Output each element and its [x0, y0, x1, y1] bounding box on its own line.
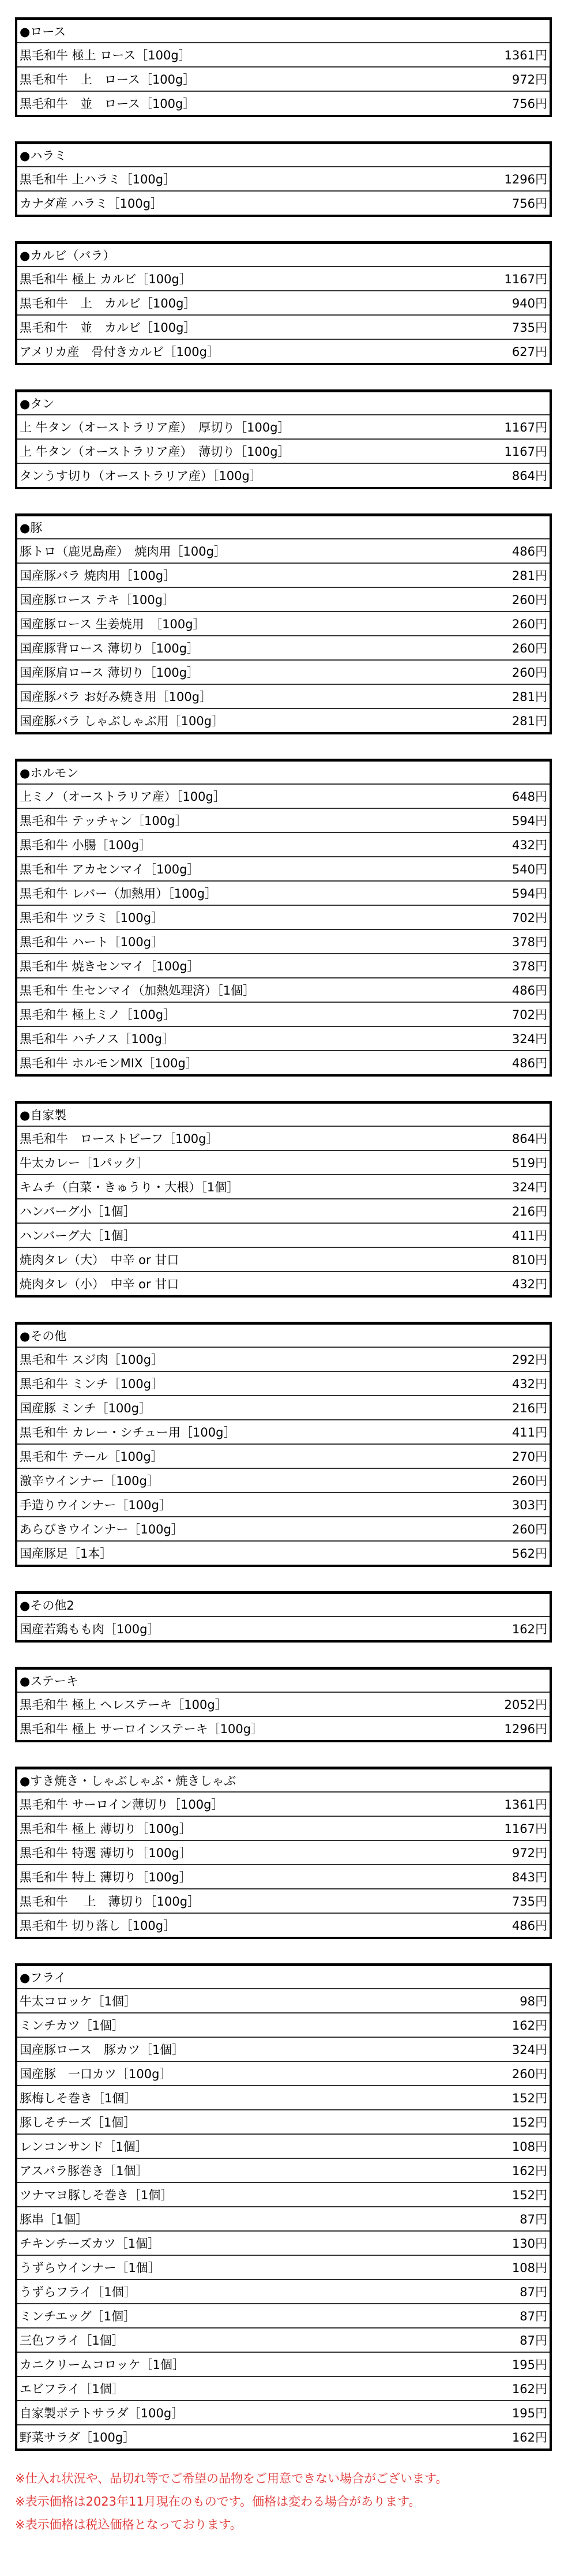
- item-price: 108円: [511, 2140, 547, 2154]
- item-name: 上 牛タン（オーストラリア産） 薄切り［100g］: [20, 445, 290, 459]
- item-price: 152円: [511, 2116, 547, 2129]
- menu-row: [17, 1127, 550, 1151]
- menu-section: [15, 1667, 552, 1742]
- item-name: 黒毛和牛 上 ロース［100g］: [20, 73, 195, 87]
- item-name: 黒毛和牛 レバー（加熱用）［100g］: [20, 887, 217, 901]
- menu-row: [17, 1272, 550, 1295]
- note-line: ※表示価格は2023年11月現在のものです。価格は変わる場合があります。: [15, 2495, 421, 2508]
- item-price: 303円: [511, 1498, 547, 1512]
- item-price: 195円: [511, 2358, 547, 2372]
- menu-row: [17, 1717, 550, 1740]
- item-price: 260円: [511, 1474, 547, 1488]
- menu-row: [17, 2425, 550, 2448]
- menu-row: [17, 1865, 550, 1889]
- menu-row: [17, 612, 550, 636]
- item-name: 黒毛和牛 並 ロース［100g］: [20, 97, 195, 111]
- menu-row: [17, 709, 550, 732]
- item-price: 270円: [511, 1450, 547, 1464]
- menu-row: [17, 1051, 550, 1074]
- item-name: 黒毛和牛 並 カルビ［100g］: [20, 321, 196, 335]
- item-price: 411円: [511, 1426, 547, 1439]
- menu-section: [15, 1101, 552, 1298]
- item-name: 三色フライ［1個］: [20, 2334, 124, 2348]
- menu-row: [17, 267, 550, 291]
- menu-row: [17, 1817, 550, 1841]
- item-name: 激辛ウインナー［100g］: [20, 1474, 159, 1488]
- item-price: 260円: [511, 642, 547, 655]
- item-price: 87円: [520, 2334, 547, 2348]
- menu-row: [17, 1199, 550, 1224]
- item-name: 黒毛和牛 サーロイン薄切り［100g］: [20, 1798, 224, 1812]
- menu-row: [17, 1617, 550, 1640]
- item-name: 国産豚バラ お好み焼き用［100g］: [20, 690, 212, 704]
- item-price: 216円: [511, 1205, 547, 1218]
- menu-row: [17, 2256, 550, 2280]
- item-name: 国産豚足［1本］: [20, 1547, 112, 1561]
- item-name: ハンバーグ小［1個］: [20, 1205, 136, 1218]
- menu-row: [17, 1469, 550, 1493]
- menu-row: [17, 1517, 550, 1542]
- notes: [15, 2467, 568, 2536]
- item-name: 黒毛和牛 アカセンマイ［100g］: [20, 863, 200, 876]
- item-name: うずらウインナー［1個］: [20, 2261, 160, 2275]
- menu-row: [17, 2377, 550, 2401]
- item-name: エビフライ［1個］: [20, 2382, 124, 2396]
- item-name: 手造りウインナー［100g］: [20, 1498, 171, 1512]
- item-price: 1167円: [504, 421, 547, 434]
- item-price: 292円: [511, 1353, 547, 1367]
- menu-row: [17, 564, 550, 588]
- menu-row: [17, 1372, 550, 1396]
- item-name: 黒毛和牛 ハチノス［100g］: [20, 1032, 174, 1046]
- menu-section: [15, 1963, 552, 2451]
- menu-row: [17, 464, 550, 487]
- item-name: 豚トロ（鹿児島産） 焼肉用［100g］: [20, 545, 226, 558]
- item-name: 焼肉タレ（大） 中辛 or 甘口: [20, 1253, 179, 1267]
- menu-row: [17, 1841, 550, 1865]
- item-name: 黒毛和牛 上 カルビ［100g］: [20, 297, 196, 310]
- menu-row: [17, 340, 550, 363]
- menu-row: [17, 1027, 550, 1051]
- menu-row: [17, 636, 550, 661]
- menu-row: [17, 192, 550, 215]
- item-name: 豚梅しそ巻き［1個］: [20, 2091, 137, 2105]
- menu-section: [15, 1322, 552, 1567]
- menu-row: [17, 588, 550, 612]
- item-price: 756円: [511, 197, 547, 211]
- menu-row: [17, 1889, 550, 1914]
- menu-row: [17, 1003, 550, 1027]
- item-name: 黒毛和牛 上ハラミ［100g］: [20, 173, 176, 186]
- menu-row: [17, 2013, 550, 2038]
- item-name: 黒毛和牛 ローストビーフ［100g］: [20, 1132, 219, 1146]
- item-price: 486円: [511, 1919, 547, 1933]
- menu-row: [17, 68, 550, 92]
- menu-section: [15, 241, 552, 365]
- item-name: 黒毛和牛 ミンチ［100g］: [20, 1377, 164, 1391]
- item-name: 黒毛和牛 切り落し［100g］: [20, 1919, 176, 1933]
- section-title: ●ハラミ: [17, 144, 550, 167]
- note-line: ※仕入れ状況や、品切れ等でご希望の品物をご用意できない場合がございます。: [15, 2472, 448, 2485]
- item-name: 黒毛和牛 ホルモンMIX［100g］: [20, 1056, 198, 1070]
- menu-row: [17, 2183, 550, 2207]
- item-name: 上ミノ（オーストラリア産）［100g］: [20, 790, 225, 804]
- menu-row: [17, 1793, 550, 1817]
- item-name: あらびきウインナー［100g］: [20, 1523, 183, 1536]
- item-name: 黒毛和牛 スジ肉［100g］: [20, 1353, 164, 1367]
- item-price: 810円: [511, 1253, 547, 1267]
- item-name: 国産豚肩ロース 薄切り［100g］: [20, 666, 200, 680]
- menu-row: [17, 833, 550, 857]
- item-price: 432円: [511, 1277, 547, 1291]
- menu-row: [17, 92, 550, 115]
- menu-row: [17, 2110, 550, 2135]
- item-price: 260円: [511, 666, 547, 680]
- item-price: 324円: [511, 1180, 547, 1194]
- item-name: 国産豚背ロース 薄切り［100g］: [20, 642, 200, 655]
- menu-row: [17, 2328, 550, 2353]
- item-name: ツナマヨ豚しそ巻き［1個］: [20, 2188, 173, 2202]
- section-title: ●タン: [17, 392, 550, 415]
- item-name: 黒毛和牛 極上 カルビ［100g］: [20, 272, 191, 286]
- item-price: 486円: [511, 984, 547, 998]
- menu-row: [17, 316, 550, 340]
- menu-row: [17, 1693, 550, 1717]
- item-price: 1361円: [504, 1798, 547, 1812]
- item-name: 黒毛和牛 ツラミ［100g］: [20, 911, 164, 925]
- item-price: 486円: [511, 1056, 547, 1070]
- item-price: 432円: [511, 1377, 547, 1391]
- item-name: ミンチカツ［1個］: [20, 2019, 124, 2033]
- item-name: 黒毛和牛 極上 ヘレステーキ［100g］: [20, 1698, 227, 1712]
- menu-section: [15, 1591, 552, 1643]
- section-title: ●ステーキ: [17, 1670, 550, 1693]
- item-price: 98円: [520, 1994, 547, 2008]
- item-name: 国産豚ロース 豚カツ［1個］: [20, 2043, 185, 2057]
- item-price: 735円: [511, 1895, 547, 1908]
- item-price: 195円: [511, 2406, 547, 2420]
- item-name: 黒毛和牛 上 薄切り［100g］: [20, 1895, 200, 1908]
- item-price: 411円: [511, 1229, 547, 1243]
- item-price: 972円: [511, 73, 547, 87]
- menu-row: [17, 1493, 550, 1517]
- item-name: 黒毛和牛 テール［100g］: [20, 1450, 163, 1464]
- item-name: 牛太カレー［1パック］: [20, 1156, 149, 1170]
- menu-row: [17, 1542, 550, 1565]
- item-price: 702円: [511, 1008, 547, 1022]
- item-name: キムチ（白菜・きゅうり・大根）［1個］: [20, 1180, 239, 1194]
- section-title: ●ホルモン: [17, 762, 550, 785]
- item-name: 国産豚 一口カツ［100g］: [20, 2067, 172, 2081]
- item-price: 152円: [511, 2091, 547, 2105]
- item-price: 108円: [511, 2261, 547, 2275]
- item-price: 152円: [511, 2188, 547, 2202]
- item-price: 162円: [511, 1622, 547, 1636]
- item-price: 843円: [511, 1870, 547, 1884]
- menu-row: [17, 1445, 550, 1469]
- menu-row: [17, 539, 550, 564]
- item-price: 260円: [511, 593, 547, 607]
- item-name: レンコンサンド［1個］: [20, 2140, 148, 2154]
- item-price: 756円: [511, 97, 547, 111]
- item-price: 648円: [511, 790, 547, 804]
- menu-row: [17, 2280, 550, 2304]
- menu-row: [17, 1248, 550, 1272]
- item-price: 627円: [511, 345, 547, 359]
- menu-row: [17, 440, 550, 464]
- item-price: 594円: [511, 814, 547, 828]
- item-price: 735円: [511, 321, 547, 335]
- menu-row: [17, 930, 550, 954]
- menu-row: [17, 291, 550, 316]
- menu-row: [17, 661, 550, 685]
- item-name: 黒毛和牛 小腸［100g］: [20, 838, 152, 852]
- section-title: ●自家製: [17, 1104, 550, 1127]
- menu-section: [15, 389, 552, 489]
- item-name: 牛太コロッケ［1個］: [20, 1994, 136, 2008]
- item-name: 国産豚バラ しゃぶしゃぶ用［100g］: [20, 714, 224, 728]
- menu-row: [17, 1224, 550, 1248]
- item-price: 864円: [511, 1132, 547, 1146]
- menu-row: [17, 978, 550, 1003]
- item-price: 2052円: [504, 1698, 547, 1712]
- menu-row: [17, 2135, 550, 2159]
- item-name: 黒毛和牛 特上 薄切り［100g］: [20, 1870, 191, 1884]
- menu-row: [17, 2062, 550, 2086]
- item-name: 黒毛和牛 極上ミノ［100g］: [20, 1008, 176, 1022]
- item-price: 162円: [511, 2019, 547, 2033]
- item-price: 162円: [511, 2431, 547, 2444]
- item-price: 260円: [511, 2067, 547, 2081]
- item-name: 黒毛和牛 特選 薄切り［100g］: [20, 1846, 191, 1860]
- menu-row: [17, 2353, 550, 2377]
- item-name: カナダ産 ハラミ［100g］: [20, 197, 163, 211]
- item-price: 702円: [511, 911, 547, 925]
- item-name: 国産豚ロース 生姜焼用 ［100g］: [20, 617, 205, 631]
- item-name: 豚串［1個］: [20, 2213, 88, 2226]
- menu-section: [15, 513, 552, 734]
- menu-row: [17, 1396, 550, 1420]
- item-price: 87円: [520, 2213, 547, 2226]
- item-price: 519円: [511, 1156, 547, 1170]
- item-price: 162円: [511, 2164, 547, 2178]
- item-price: 216円: [511, 1401, 547, 1415]
- section-title: ●カルビ（バラ）: [17, 244, 550, 267]
- menu-row: [17, 2038, 550, 2062]
- section-title: ●その他: [17, 1325, 550, 1348]
- item-name: 国産豚ロース テキ［100g］: [20, 593, 175, 607]
- item-price: 864円: [511, 469, 547, 483]
- menu-row: [17, 43, 550, 68]
- item-price: 130円: [511, 2237, 547, 2251]
- menu-row: [17, 906, 550, 930]
- menu-row: [17, 415, 550, 440]
- item-name: 自家製ポテトサラダ［100g］: [20, 2406, 184, 2420]
- item-name: 黒毛和牛 極上 薄切り［100g］: [20, 1822, 191, 1836]
- menu-row: [17, 167, 550, 192]
- item-name: 国産若鶏もも肉［100g］: [20, 1622, 160, 1636]
- menu-row: [17, 2159, 550, 2183]
- item-price: 162円: [511, 2382, 547, 2396]
- item-name: 焼肉タレ（小） 中辛 or 甘口: [20, 1277, 179, 1291]
- item-name: 黒毛和牛 カレー・シチュー用［100g］: [20, 1426, 236, 1439]
- item-price: 562円: [511, 1547, 547, 1561]
- section-title: ●すき焼き・しゃぶしゃぶ・焼きしゃぶ: [17, 1769, 550, 1793]
- section-title: ●フライ: [17, 1966, 550, 1989]
- item-price: 87円: [520, 2285, 547, 2299]
- item-price: 540円: [511, 863, 547, 876]
- item-name: 黒毛和牛 極上 サーロインステーキ［100g］: [20, 1722, 264, 1736]
- item-price: 1167円: [504, 1822, 547, 1836]
- item-price: 324円: [511, 2043, 547, 2057]
- item-price: 432円: [511, 838, 547, 852]
- menu-row: [17, 857, 550, 882]
- section-title: ●豚: [17, 516, 550, 539]
- item-price: 1296円: [504, 173, 547, 186]
- menu-row: [17, 809, 550, 833]
- item-name: タンうす切り（オーストラリア産）［100g］: [20, 469, 262, 483]
- menu-row: [17, 1348, 550, 1372]
- item-price: 260円: [511, 617, 547, 631]
- item-name: 黒毛和牛 ハート［100g］: [20, 935, 164, 949]
- item-name: うずらフライ［1個］: [20, 2285, 136, 2299]
- item-name: アスパラ豚巻き［1個］: [20, 2164, 148, 2178]
- menu-row: [17, 2207, 550, 2232]
- item-name: ミンチエッグ［1個］: [20, 2309, 136, 2323]
- item-name: 豚しそチーズ［1個］: [20, 2116, 136, 2129]
- item-price: 972円: [511, 1846, 547, 1860]
- item-name: 黒毛和牛 極上 ロース［100g］: [20, 48, 191, 62]
- menu-row: [17, 882, 550, 906]
- item-name: 国産豚バラ 焼肉用［100g］: [20, 569, 176, 583]
- menu-row: [17, 685, 550, 709]
- item-price: 324円: [511, 1032, 547, 1046]
- item-name: カニクリームコロッケ［1個］: [20, 2358, 185, 2372]
- item-name: 黒毛和牛 生センマイ（加熱処理済）［1個］: [20, 984, 255, 998]
- menu-row: [17, 1989, 550, 2013]
- item-price: 1167円: [504, 445, 547, 459]
- item-price: 281円: [511, 714, 547, 728]
- menu-row: [17, 2086, 550, 2110]
- item-price: 1361円: [504, 48, 547, 62]
- menu-row: [17, 2232, 550, 2256]
- item-name: 野菜サラダ［100g］: [20, 2431, 136, 2444]
- item-name: 黒毛和牛 テッチャン［100g］: [20, 814, 187, 828]
- menu-row: [17, 2401, 550, 2425]
- item-price: 486円: [511, 545, 547, 558]
- menu-row: [17, 1420, 550, 1445]
- item-price: 940円: [511, 297, 547, 310]
- item-price: 87円: [520, 2309, 547, 2323]
- menu-row: [17, 1914, 550, 1937]
- note-line: ※表示価格は税込価格となっております。: [15, 2518, 242, 2532]
- menu-row: [17, 954, 550, 978]
- menu-section: [15, 141, 552, 217]
- section-title: ●ロース: [17, 20, 550, 43]
- item-price: 378円: [511, 935, 547, 949]
- menu-row: [17, 1175, 550, 1199]
- item-price: 260円: [511, 1523, 547, 1536]
- section-title: ●その他2: [17, 1594, 550, 1617]
- menu-section: [15, 17, 552, 117]
- item-price: 1167円: [504, 272, 547, 286]
- item-price: 378円: [511, 959, 547, 973]
- menu-row: [17, 785, 550, 809]
- item-name: チキンチーズカツ［1個］: [20, 2237, 160, 2251]
- menu-row: [17, 2304, 550, 2328]
- item-price: 1296円: [504, 1722, 547, 1736]
- item-name: 黒毛和牛 焼きセンマイ［100g］: [20, 959, 200, 973]
- item-name: 国産豚 ミンチ［100g］: [20, 1401, 152, 1415]
- item-price: 594円: [511, 887, 547, 901]
- item-price: 281円: [511, 690, 547, 704]
- menu-section: [15, 1767, 552, 1939]
- item-name: ハンバーグ大［1個］: [20, 1229, 136, 1243]
- menu-row: [17, 1151, 550, 1175]
- item-price: 281円: [511, 569, 547, 583]
- item-name: 上 牛タン（オーストラリア産） 厚切り［100g］: [20, 421, 290, 434]
- item-name: アメリカ産 骨付きカルビ［100g］: [20, 345, 219, 359]
- menu-section: [15, 759, 552, 1077]
